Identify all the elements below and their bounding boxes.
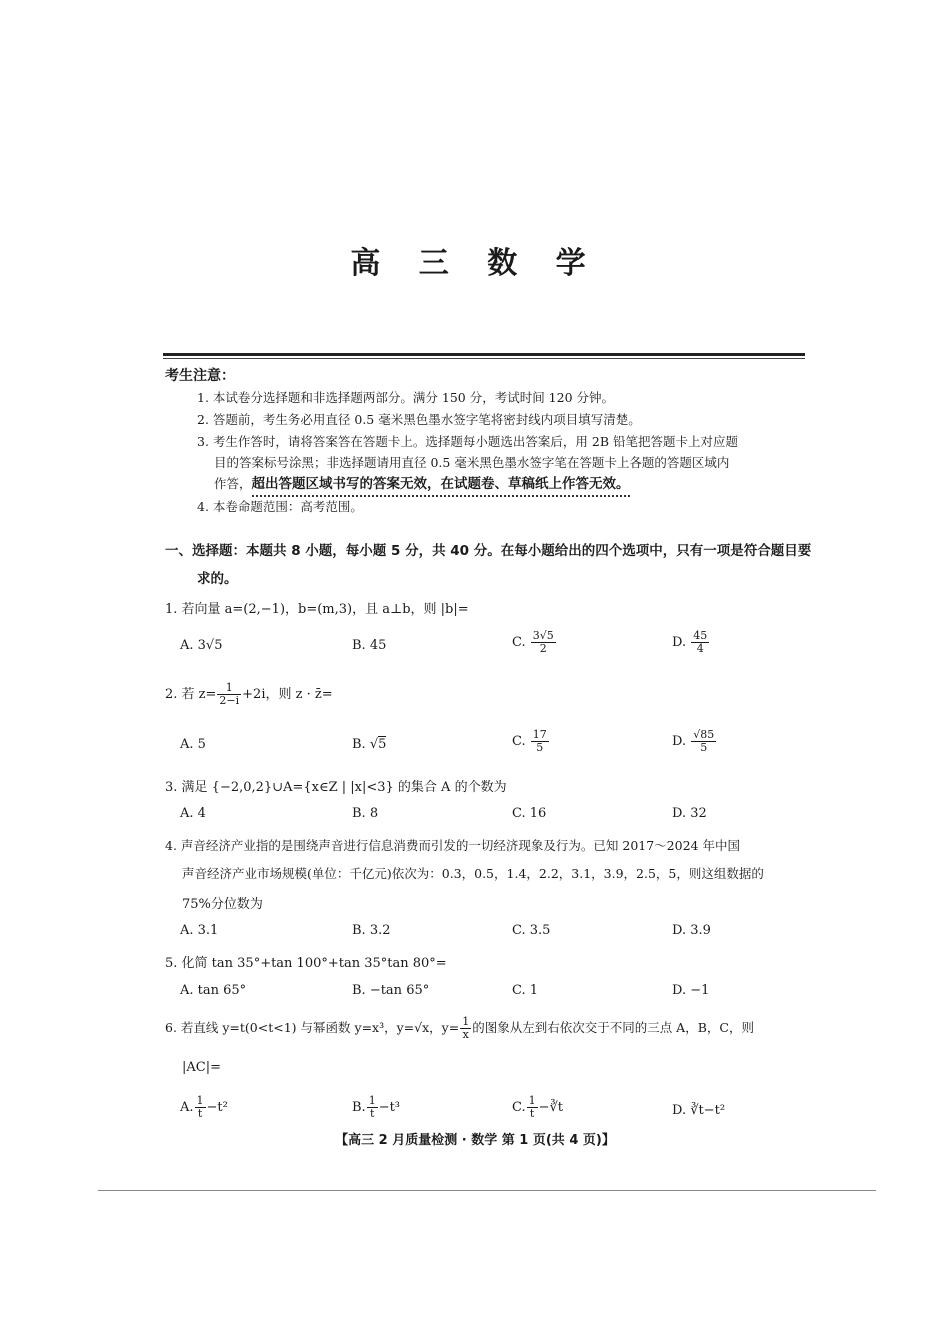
q2-option-d-label: D. [672,734,687,749]
page-title: 高 三 数 学 [350,246,600,281]
notice-line-2: 2. 答题前，考生务必用直径 0.5 毫米黑色墨水签字笔将密封线内项目填写清楚。 [197,412,641,427]
notice-line-3c [214,472,630,492]
notice-line-3b: 目的答案标号涂黑；非选择题请用直径 0.5 毫米黑色墨水签字笔在答题卡上各题的答题区域内 [214,455,730,470]
q2-stem-post: +2i，则 z · z̄= [242,687,333,702]
q4-option-d: D. 3.9 [672,923,711,938]
question-1-stem: 1. 若向量 a=(2,−1)，b=(m,3)，且 a⊥b，则 |b|= [165,602,469,617]
header-rule [163,353,805,356]
q1-option-b: B. 45 [352,638,387,653]
q1-d-numerator: 45 [693,629,708,642]
q1-option-c-label: C. [512,635,526,650]
notice-line-1: 1. 本试卷分选择题和非选择题两部分。满分 150 分，考试时间 120 分钟。 [197,390,615,405]
q6-b-numerator: 1 [368,1094,376,1107]
q4-option-c: C. 3.5 [512,923,551,938]
q5-option-a: A. tan 65° [180,983,247,998]
question-6-line-2: |AC|= [182,1060,221,1075]
q6-a-denominator: t [197,1107,203,1120]
q2-stem-numerator: 1 [217,682,241,695]
page-footer: 【高三 2 月质量检测 · 数学 第 1 页(共 4 页)】 [335,1133,615,1148]
q1-option-d-label: D. [672,635,687,650]
question-3-stem: 3. 满足 {−2,0,2}∪A={x∈Z | |x|<3} 的集合 A 的个数为 [165,780,507,795]
q6-option-b-rest: −t³ [378,1100,401,1115]
q3-option-c: C. 16 [512,806,547,821]
q1-d-denominator: 4 [696,642,704,655]
question-5-stem: 5. 化简 tan 35°+tan 100°+tan 35°tan 80°= [165,956,447,971]
section-1-heading-cont: 求的。 [197,571,238,587]
q6-c-numerator: 1 [528,1094,536,1107]
notice-line-4: 4. 本卷命题范围：高考范围。 [197,499,363,514]
q3-option-a: A. 4 [180,806,206,821]
q6-option-b [352,1095,400,1120]
q1-c-numerator: 3√5 [532,629,554,642]
q6-stem-fraction [460,1016,471,1041]
q5-option-b: B. −tan 65° [352,983,430,998]
q6-option-a [180,1095,228,1120]
q2-c-numerator: 17 [532,728,547,741]
q2-d-denominator: 5 [700,741,708,754]
q2-option-b [352,737,386,752]
q1-option-c [512,630,557,655]
q5-option-d: D. −1 [672,983,710,998]
q6-stem-denominator: x [462,1028,469,1041]
q2-option-b-radicand: 5 [378,737,387,752]
question-4-line-1: 4. 声音经济产业指的是围绕声音进行信息消费而引发的一切经济现象及行为。已知 2017～2024 年中国 [165,838,740,853]
q2-stem-denominator: 2−i [219,694,240,707]
q6-option-a-label: A. [180,1100,194,1115]
notice-heading: 考生注意： [165,368,235,384]
q6-c-denominator: t [529,1107,535,1120]
q4-option-a: A. 3.1 [180,923,219,938]
q1-option-c-fraction [531,630,556,655]
question-2-stem [165,682,333,707]
q2-option-c [512,729,550,754]
question-4-line-3: 75%分位数为 [182,897,263,912]
q1-option-d [672,630,710,655]
q6-a-numerator: 1 [196,1094,204,1107]
header-rule-thin [163,358,805,359]
q3-option-d: D. 32 [672,806,707,821]
q2-stem-fraction [217,682,241,707]
question-6-stem [165,1016,754,1041]
q6-option-c-rest: −∛t [538,1100,564,1115]
q1-c-denominator: 2 [539,642,547,655]
q2-c-denominator: 5 [536,741,544,754]
q2-option-c-fraction [531,729,549,754]
question-4-line-2: 声音经济产业市场规模(单位：千亿元)依次为：0.3，0.5，1.4，2.2，3.1，3.9，2.5，5，则这组数据的 [182,866,764,881]
q6-option-b-label: B. [352,1100,366,1115]
q6-option-c-label: C. [512,1100,526,1115]
notice-emphasis: 超出答题区域书写的答案无效，在试题卷、草稿纸上作答无效。 [252,476,630,497]
q4-option-b: B. 3.2 [352,923,391,938]
q3-option-b: B. 8 [352,806,379,821]
notice-line-3a: 3. 考生作答时，请将答案答在答题卡上。选择题每小题选出答案后，用 2B 铅笔把答题卡上对应题 [197,434,738,449]
q2-stem-pre: 2. 若 z= [165,687,217,702]
q6-stem-numerator: 1 [462,1015,470,1028]
q2-option-b-label: B. √ [352,737,379,752]
q5-option-c: C. 1 [512,983,539,998]
q2-option-d-fraction [691,729,716,754]
q6-stem-post: 的图象从左到右依次交于不同的三点 A，B，C，则 [472,1020,754,1035]
q6-option-c-fraction [527,1095,538,1120]
section-1-heading: 一、选择题：本题共 8 小题，每小题 5 分，共 40 分。在每小题给出的四个选项中，只有一项是符合题目要 [165,543,812,559]
q1-option-a: A. 3√5 [180,638,223,653]
q1-option-d-fraction [691,630,709,655]
q6-option-d: D. ∛t−t² [672,1103,726,1118]
q2-option-d [672,729,717,754]
q2-option-c-label: C. [512,734,526,749]
q6-option-a-rest: −t² [206,1100,228,1115]
q6-option-b-fraction [367,1095,378,1120]
q6-stem-pre: 6. 若直线 y=t(0<t<1) 与幂函数 y=x³，y=√x，y= [165,1020,460,1035]
q6-b-denominator: t [369,1107,375,1120]
q2-d-numerator: √85 [693,728,715,741]
page-bottom-rule [98,1190,876,1191]
q6-option-c [512,1095,563,1120]
q6-option-a-fraction [195,1095,206,1120]
q2-option-a: A. 5 [180,737,206,752]
notice-line-3c-pre: 作答， [214,476,252,491]
